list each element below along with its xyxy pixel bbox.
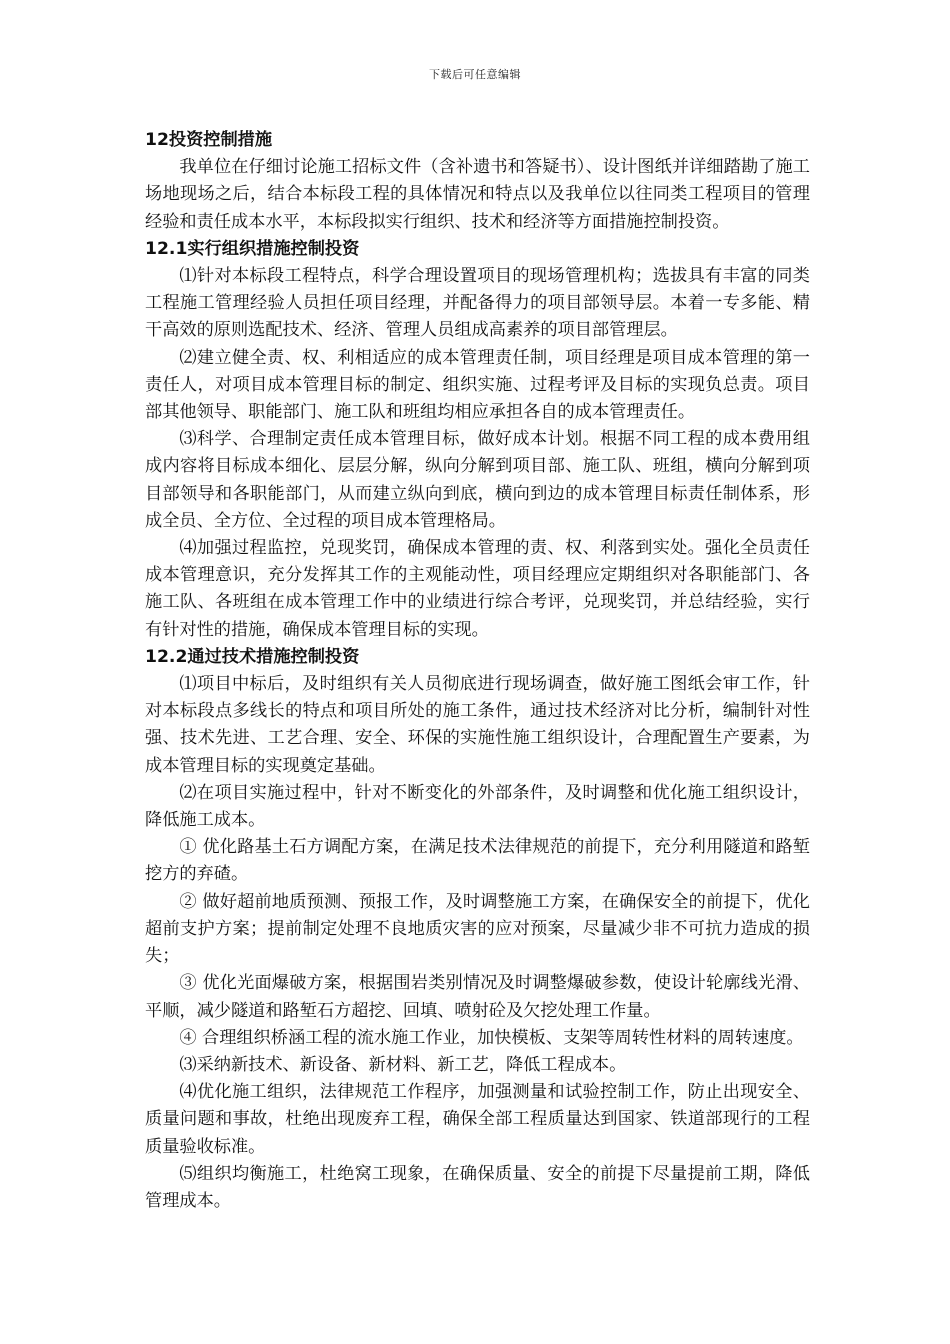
intro-paragraph: 我单位在仔细讨论施工招标文件（含补遗书和答疑书）、设计图纸并详细踏勘了施工场地现场之后，结合本标段工程的具体情况和特点以及我单位以往同类工程项目的管理经验和责任成本水平，本标段拟实行组织、技术和经济等方面措施控制投资。 <box>145 157 810 232</box>
paragraph: ③ 优化光面爆破方案，根据围岩类别情况及时调整爆破参数，使设计轮廓线光滑、平顺，减少隧道和路堑石方超挖、回填、喷射砼及欠挖处理工作量。 <box>145 973 810 1021</box>
paragraph: ⑶科学、合理制定责任成本管理目标，做好成本计划。根据不同工程的成本费用组成内容将目标成本细化、层层分解，纵向分解到项目部、施工队、班组，横向分解到项目部领导和各职能部门，从而建立纵向到底，横向到边的成本管理目标责任制体系，形成全员、全方位、全过程的项目成本管理格局。 <box>145 429 810 531</box>
section-heading-12-2: 12.2通过技术措施控制投资 <box>145 646 360 667</box>
page-header: 下载后可任意编辑 <box>429 68 521 81</box>
section-heading-12-1: 12.1实行组织措施控制投资 <box>145 238 360 259</box>
document-body <box>145 127 810 1215</box>
document-title: 12投资控制措施 <box>145 130 273 150</box>
paragraph: ① 优化路基土石方调配方案，在满足技术法律规范的前提下，充分利用隧道和路堑挖方的弃碴。 <box>145 837 810 885</box>
paragraph: ⑶采纳新技术、新设备、新材料、新工艺，降低工程成本。 <box>179 1054 627 1075</box>
paragraph: ④ 合理组织桥涵工程的流水施工作业，加快模板、支架等周转性材料的周转速度。 <box>179 1027 804 1048</box>
paragraph: ⑷加强过程监控，兑现奖罚，确保成本管理的责、权、利落到实处。强化全员责任成本管理意识，充分发挥其工作的主观能动性，项目经理应定期组织对各职能部门、各施工队、各班组在成本管理工作中的业绩进行综合考评，兑现奖罚，并总结经验，实行有针对性的措施，确保成本管理目标的实现。 <box>145 538 810 640</box>
paragraph: ⑸组织均衡施工，杜绝窝工现象，在确保质量、安全的前提下尽量提前工期，降低管理成本。 <box>145 1163 810 1211</box>
paragraph: ⑵在项目实施过程中，针对不断变化的外部条件，及时调整和优化施工组织设计，降低施工成本。 <box>145 782 810 831</box>
paragraph: ⑵建立健全责、权、利相适应的成本管理责任制，项目经理是项目成本管理的第一责任人，对项目成本管理目标的制定、组织实施、过程考评及目标的实现负总责。项目部其他领导、职能部门、施工队和班组均相应承担各自的成本管理责任。 <box>145 347 810 423</box>
paragraph: ⑴针对本标段工程特点，科学合理设置项目的现场管理机构；选拔具有丰富的同类工程施工管理经验人员担任项目经理，并配备得力的项目部领导层。本着一专多能、精干高效的原则选配技术、经济、管理人员组成高素养的项目部管理层。 <box>145 266 810 341</box>
paragraph: ⑷优化施工组织，法律规范工作程序，加强测量和试验控制工作，防止出现安全、质量问题和事故，杜绝出现废弃工程，确保全部工程质量达到国家、铁道部现行的工程质量验收标准。 <box>145 1082 810 1157</box>
paragraph: ⑴项目中标后，及时组织有关人员彻底进行现场调查，做好施工图纸会审工作，针对本标段点多线长的特点和项目所处的施工条件，通过技术经济对比分析，编制针对性强、技术先进、工艺合理、安全、环保的实施性施工组织设计，合理配置生产要素，为成本管理目标的实现奠定基础。 <box>145 674 810 776</box>
paragraph: ② 做好超前地质预测、预报工作，及时调整施工方案，在确保安全的前提下，优化超前支护方案；提前制定处理不良地质灾害的应对预案，尽量减少非不可抗力造成的损失； <box>145 891 810 967</box>
